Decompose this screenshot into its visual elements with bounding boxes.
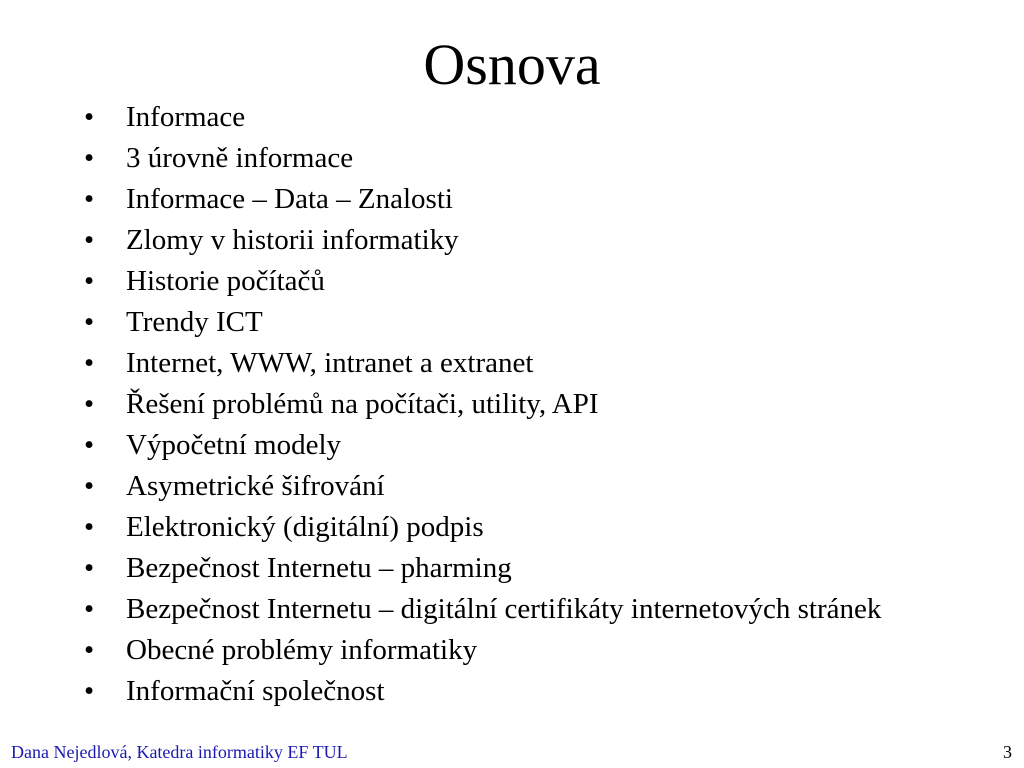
bullet-icon: •: [84, 142, 95, 174]
bullet-item: [84, 634, 984, 666]
bullet-icon: •: [84, 265, 95, 297]
bullet-item: [84, 593, 984, 625]
bullet-item: [84, 552, 984, 584]
bullet-text: Výpočetní modely: [126, 429, 342, 461]
slide-title: Osnova: [423, 32, 601, 97]
bullet-item: [84, 429, 984, 461]
bullet-text: Informace – Data – Znalosti: [126, 183, 453, 215]
bullet-icon: •: [84, 593, 95, 625]
bullet-text: Bezpečnost Internetu – digitální certifikáty internetových stránek: [126, 593, 882, 625]
bullet-item: [84, 347, 984, 379]
bullet-list: [84, 101, 984, 716]
bullet-icon: •: [84, 634, 95, 666]
bullet-item: [84, 183, 984, 215]
bullet-item: [84, 142, 984, 174]
bullet-icon: •: [84, 552, 95, 584]
footer-author: Dana Nejedlová, Katedra informatiky EF TUL: [11, 742, 348, 762]
page-number: 3: [1003, 742, 1012, 762]
bullet-item: [84, 675, 984, 707]
bullet-icon: •: [84, 429, 95, 461]
bullet-text: Obecné problémy informatiky: [126, 634, 478, 666]
bullet-text: Informační společnost: [126, 675, 385, 707]
bullet-item: [84, 511, 984, 543]
bullet-item: [84, 470, 984, 502]
bullet-icon: •: [84, 347, 95, 379]
bullet-item: [84, 306, 984, 338]
bullet-icon: •: [84, 470, 95, 502]
bullet-text: Elektronický (digitální) podpis: [126, 511, 484, 543]
bullet-item: [84, 224, 984, 256]
bullet-icon: •: [84, 306, 95, 338]
bullet-text: Internet, WWW, intranet a extranet: [126, 347, 534, 379]
bullet-text: Bezpečnost Internetu – pharming: [126, 552, 512, 584]
bullet-icon: •: [84, 183, 95, 215]
bullet-text: Trendy ICT: [126, 306, 263, 338]
bullet-item: [84, 265, 984, 297]
bullet-item: [84, 101, 984, 133]
bullet-text: Asymetrické šifrování: [126, 470, 385, 502]
bullet-text: Řešení problémů na počítači, utility, API: [126, 388, 599, 420]
bullet-icon: •: [84, 388, 95, 420]
bullet-text: Zlomy v historii informatiky: [126, 224, 459, 256]
bullet-text: 3 úrovně informace: [126, 142, 354, 174]
bullet-item: [84, 388, 984, 420]
bullet-icon: •: [84, 224, 95, 256]
bullet-icon: •: [84, 101, 95, 133]
bullet-icon: •: [84, 675, 95, 707]
bullet-icon: •: [84, 511, 95, 543]
bullet-text: Informace: [126, 101, 246, 133]
bullet-text: Historie počítačů: [126, 265, 325, 297]
